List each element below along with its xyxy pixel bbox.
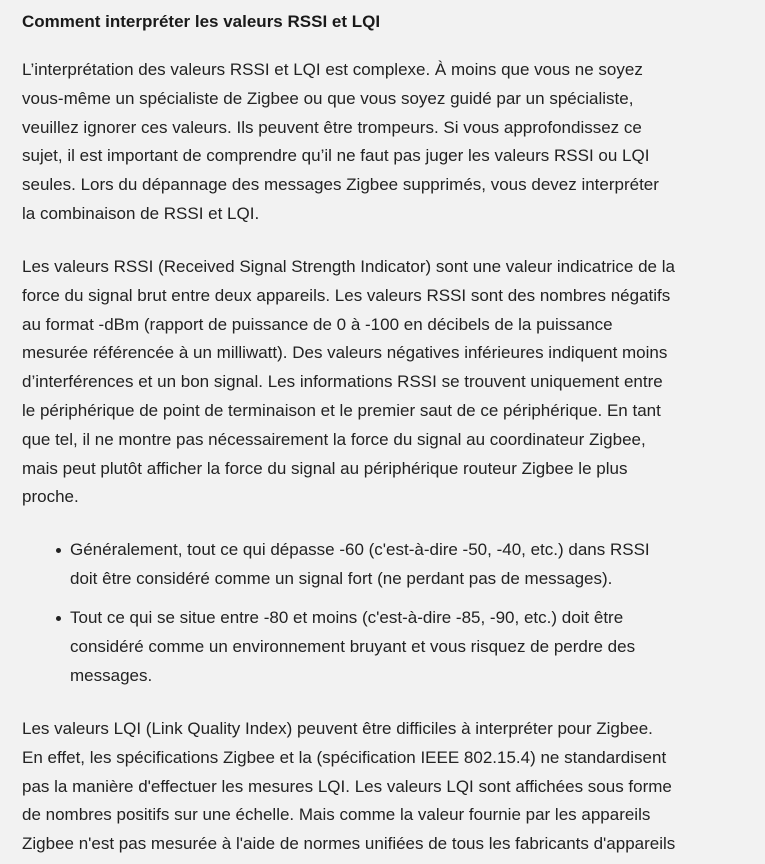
paragraph-intro bbox=[22, 56, 659, 229]
list-item-text bbox=[70, 536, 650, 594]
list-item-line: messages. bbox=[70, 665, 153, 685]
paragraph-line: L’interprétation des valeurs RSSI et LQI est complexe. À moins que vous ne soyez bbox=[22, 60, 643, 79]
paragraph-line: Les valeurs LQI (Link Quality Index) peuvent être difficiles à interpréter pour Zigbee. bbox=[22, 719, 653, 738]
paragraph-line: Zigbee n'est pas mesurée à l'aide de normes unifiées de tous les fabricants d'appareils bbox=[22, 834, 676, 854]
paragraph-line: En effet, les spécifications Zigbee et la (spécification IEEE 802.15.4) ne standardisent bbox=[22, 747, 667, 767]
paragraph-line: force du signal brut entre deux appareils. Les valeurs RSSI sont des nombres négatifs bbox=[22, 285, 671, 305]
paragraph-line: la combinaison de RSSI et LQI. bbox=[22, 203, 260, 223]
paragraph-line: pas la manière d'effectuer les mesures LQI. Les valeurs LQI sont affichées sous forme bbox=[22, 776, 672, 796]
paragraph-line: sujet, il est important de comprendre qu’il ne faut pas juger les valeurs RSSI ou LQI bbox=[22, 146, 650, 166]
bullet-icon bbox=[56, 548, 61, 553]
paragraph-line: veuillez ignorer ces valeurs. Ils peuvent être trompeurs. Si vous approfondissez ce bbox=[22, 117, 642, 137]
paragraph-line: de nombres positifs sur une échelle. Mais comme la valeur fournie par les appareils bbox=[22, 805, 651, 825]
paragraph-line: mais peut plutôt afficher la force du signal au périphérique routeur Zigbee le plus bbox=[22, 458, 628, 478]
bullet-icon bbox=[56, 616, 61, 621]
paragraph-line: que tel, il ne montre pas nécessairement la force du signal au coordinateur Zigbee, bbox=[22, 429, 646, 449]
paragraph-line: mesurée référencée à un milliwatt). Des valeurs négatives inférieures indiquent moins bbox=[22, 343, 668, 363]
list-item-line: Généralement, tout ce qui dépasse -60 (c'est-à-dire -50, -40, etc.) dans RSSI bbox=[70, 540, 650, 559]
paragraph-line: d’interférences et un bon signal. Les informations RSSI se trouvent uniquement entre bbox=[22, 372, 663, 392]
paragraph-line: vous-même un spécialiste de Zigbee ou que vous soyez guidé par un spécialiste, bbox=[22, 88, 634, 108]
paragraph-line: au format -dBm (rapport de puissance de 0 à -100 en décibels de la puissance bbox=[22, 314, 613, 334]
list-item-line: considéré comme un environnement bruyant et vous risquez de perdre des bbox=[70, 636, 636, 656]
paragraph-line: proche. bbox=[22, 487, 79, 507]
paragraph-line: le périphérique de point de terminaison et le premier saut de ce périphérique. En tant bbox=[22, 400, 661, 420]
list-item-line: Tout ce qui se situe entre -80 et moins (c'est-à-dire -85, -90, etc.) doit être bbox=[70, 608, 624, 627]
section-heading: Comment interpréter les valeurs RSSI et LQI bbox=[22, 12, 381, 31]
list-item-line: doit être considéré comme un signal fort (ne perdant pas de messages). bbox=[70, 568, 613, 588]
paragraph-line: Les valeurs RSSI (Received Signal Strength Indicator) sont une valeur indicatrice de la bbox=[22, 257, 675, 276]
list-item-text bbox=[70, 604, 635, 690]
paragraph-rssi bbox=[22, 253, 675, 512]
paragraph-lqi bbox=[22, 715, 675, 859]
paragraph-line: seules. Lors du dépannage des messages Zigbee supprimés, vous devez interpréter bbox=[22, 175, 659, 195]
